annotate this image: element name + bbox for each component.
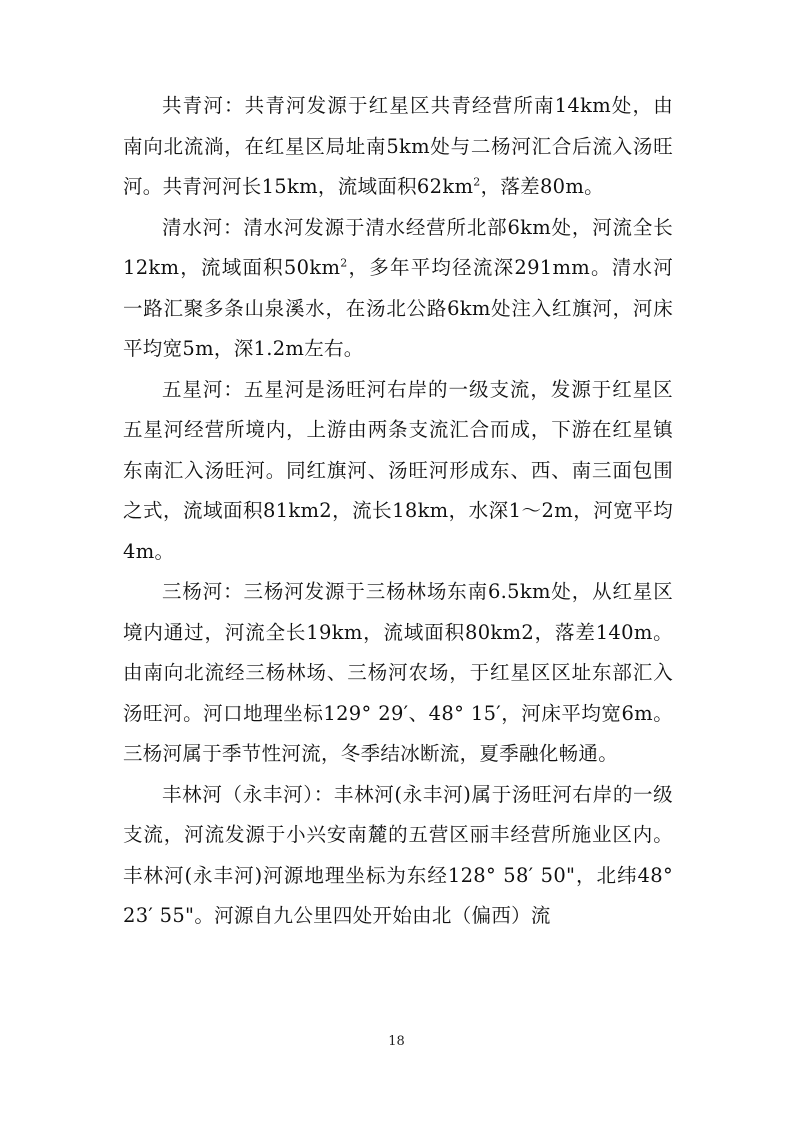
paragraph-sanyang-river (123, 572, 673, 775)
paragraph-text: 丰林河（永丰河）：丰林河(永丰河)属于汤旺河右岸的一级支流，河流发源于小兴安南麓的五营区丽丰经营所施业区内。丰林河(永丰河)河源地理坐标为东经128° 58′ 50"，北纬48° 23′ 55"。河源自九公里四处开始由北（偏西）流 (123, 782, 673, 927)
superscript: 2 (340, 256, 348, 270)
paragraph-text: 三杨河：三杨河发源于三杨林场东南6.5km处，从红星区境内通过，河流全长19km，流域面积80km2，落差140m。由南向北流经三杨林场、三杨河农场，于红星区区址东部汇入汤旺河。河口地理坐标129° 29′、48° 15′，河床平均宽6m。三杨河属于季节性河流，冬季结冰断流，夏季融化畅通。 (123, 580, 673, 765)
paragraph-qingshui-river (123, 208, 673, 370)
paragraph-text: 共青河：共青河发源于红星区共青经营所南14km处，由南向北流淌，在红星区局址南5km处与二杨河汇合后流入汤旺河。共青河河长15km，流域面积62km (123, 94, 673, 198)
page-number: 18 (388, 1034, 405, 1049)
paragraph-text: ，多年平均径流深291mm。清水河一路汇聚多条山泉溪水，在汤北公路6km处注入红旗河，河床平均宽5m，深1.2m左右。 (123, 256, 673, 360)
paragraph-text: 清水河：清水河发源于清水经营所北部6km处，河流全长12km，流域面积50km (123, 215, 673, 279)
paragraph-wuxing-river (123, 370, 673, 573)
body-text (123, 86, 673, 937)
paragraph-gongqing-river (123, 86, 673, 208)
superscript: 2 (473, 175, 481, 189)
paragraph-text: ，落差80m。 (480, 175, 604, 198)
paragraph-fenglin-river (123, 775, 673, 937)
paragraph-text: 五星河：五星河是汤旺河右岸的一级支流，发源于红星区五星河经营所境内，上游由两条支流汇合而成，下游在红星镇东南汇入汤旺河。同红旗河、汤旺河形成东、西、南三面包围之式，流域面积81km2，流长18km，水深1～2m，河宽平均4m。 (123, 377, 673, 563)
